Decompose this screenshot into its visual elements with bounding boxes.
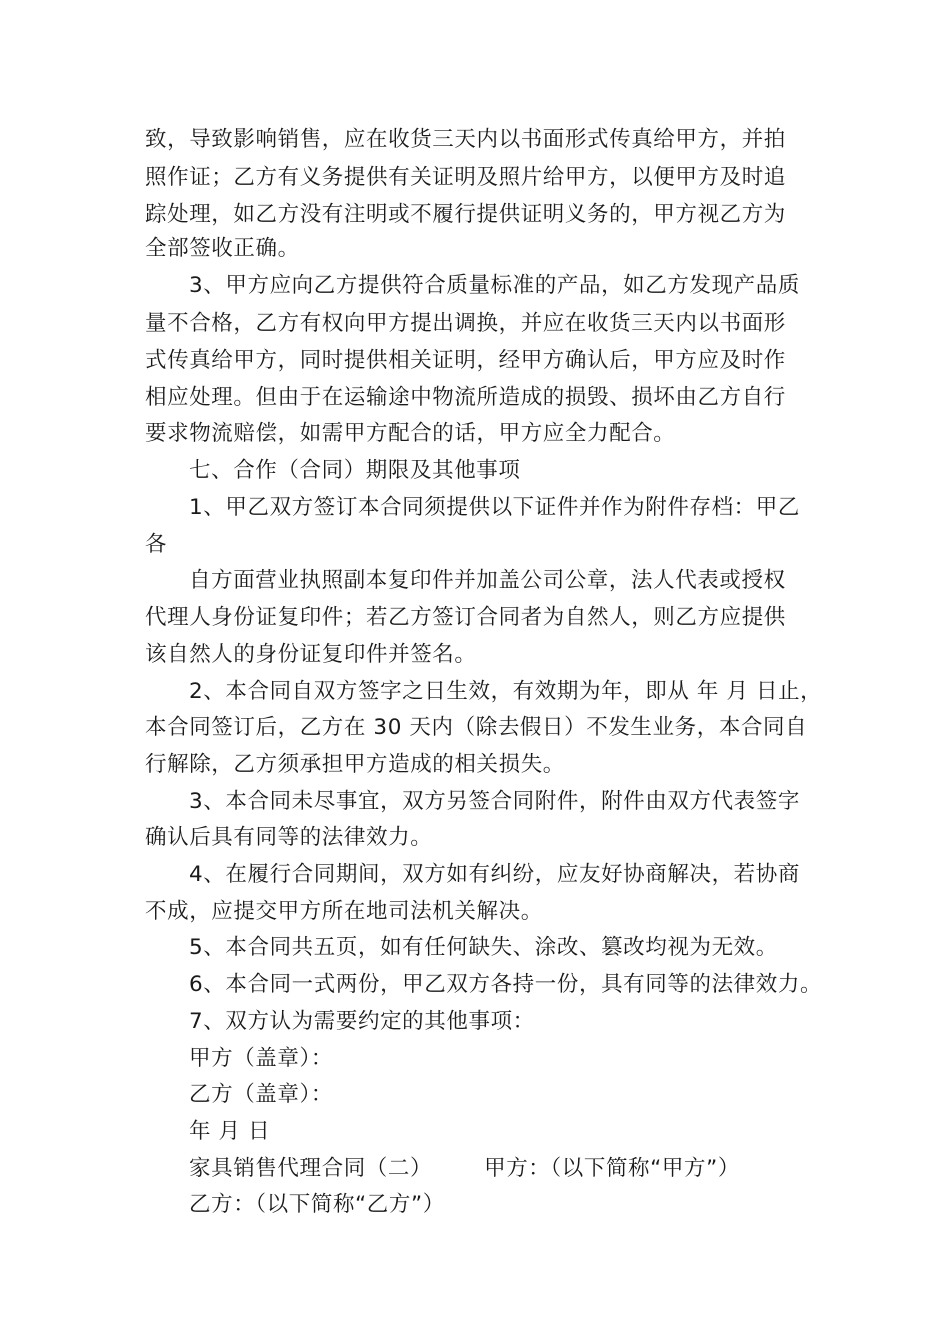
body-line: 踪处理，如乙方没有注明或不履行提供证明义务的，甲方视乙方为 [145,202,786,227]
clause-3-line: 3、本合同未尽事宜，双方另签合同附件，附件由双方代表签字 [189,789,800,814]
party-b-seal: 乙方（盖章）： [189,1082,333,1107]
body-line: 本合同签订后，乙方在 30 天内（除去假日）不发生业务，本合同自 [145,715,808,740]
contract-two-heading-line [189,1154,740,1184]
body-line: 量不合格，乙方有权向甲方提出调换，并应在收货三天内以书面形 [145,311,786,336]
clause-7-line: 7、双方认为需要约定的其他事项： [189,1009,535,1034]
party-b-definition: 乙方：（以下简称“乙方”） [189,1192,445,1217]
date-line: 年 月 日 [189,1119,271,1144]
body-line: 要求物流赔偿，如需甲方配合的话，甲方应全力配合。 [145,421,676,446]
body-line: 不成，应提交甲方所在地司法机关解决。 [145,899,543,924]
body-line: 照作证；乙方有义务提供有关证明及照片给甲方，以便甲方及时追 [145,165,786,190]
clause-1-line: 1、甲乙双方签订本合同须提供以下证件并作为附件存档：甲乙 [189,495,800,520]
body-line: 全部签收正确。 [145,236,300,261]
party-a-seal: 甲方（盖章）： [189,1046,333,1071]
body-line: 确认后具有同等的法律效力。 [145,825,433,850]
body-line: 各 [145,532,168,557]
clause-4-line: 4、在履行合同期间，双方如有纠纷，应友好协商解决，若协商 [189,862,800,887]
clause-2-line: 2、本合同自双方签字之日生效，有效期为年，即从 年 月 日止， [189,679,823,704]
body-line: 自方面营业执照副本复印件并加盖公司公章，法人代表或授权 [189,568,786,593]
body-line: 式传真给甲方，同时提供相关证明，经甲方确认后，甲方应及时作 [145,348,786,373]
party-a-definition: 甲方：（以下简称“甲方”） [484,1156,740,1181]
body-line: 代理人身份证复印件；若乙方签订合同者为自然人，则乙方应提供 [145,605,786,630]
section-heading: 七、合作（合同）期限及其他事项 [189,458,521,483]
clause-5-line: 5、本合同共五页，如有任何缺失、涂改、篡改均视为无效。 [189,935,778,960]
contract-two-title: 家具销售代理合同（二） [189,1156,433,1181]
body-line: 致，导致影响销售，应在收货三天内以书面形式传真给甲方，并拍 [145,127,786,152]
body-line: 相应处理。但由于在运输途中物流所造成的损毁、损坏由乙方自行 [145,385,786,410]
body-line: 该自然人的身份证复印件并签名。 [145,642,477,667]
body-line: 行解除，乙方须承担甲方造成的相关损失。 [145,752,565,777]
clause-6-line: 6、本合同一式两份，甲乙双方各持一份，具有同等的法律效力。 [189,972,823,997]
clause-3-line: 3、甲方应向乙方提供符合质量标准的产品，如乙方发现产品质 [189,273,800,298]
